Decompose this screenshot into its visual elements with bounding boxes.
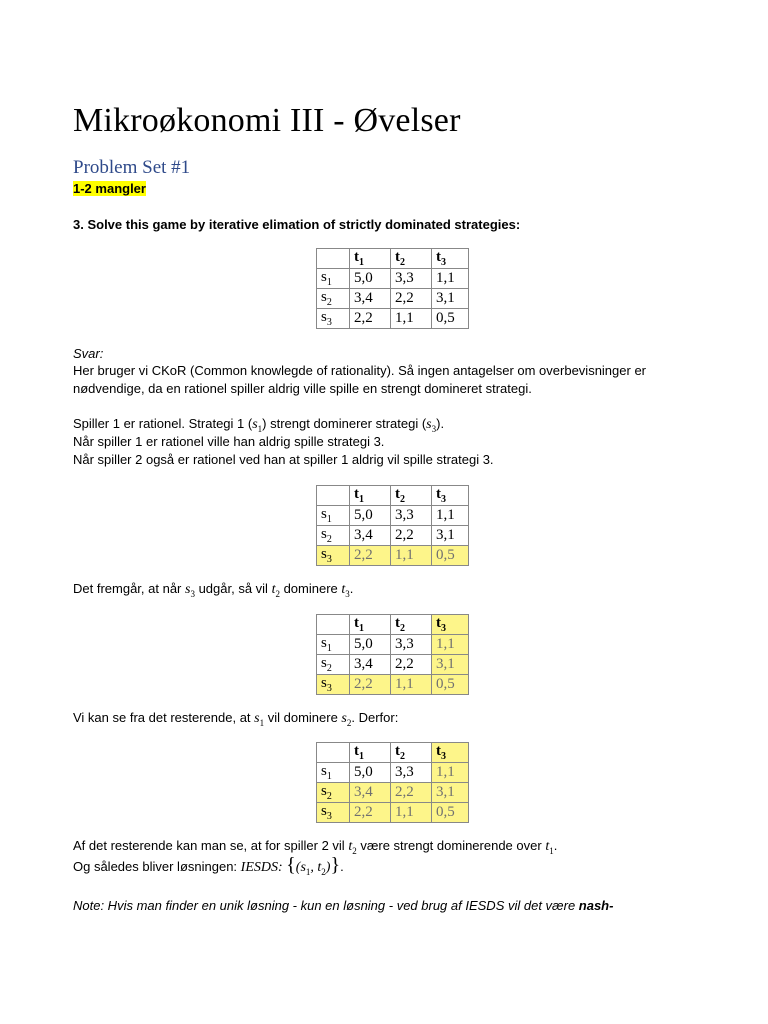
column-header-cell: $t_2$ (391, 486, 432, 506)
payoff-cell: 0,5 (432, 675, 469, 695)
column-header-cell: $t_1$ (350, 743, 391, 763)
table-row (317, 546, 469, 566)
payoff-cell: 2,2 (391, 783, 432, 803)
payoff-cell: 5,0 (350, 763, 391, 783)
payoff-cell: 2,2 (391, 655, 432, 675)
row-header-cell: $s_2$ (317, 526, 350, 546)
payoff-table-1 (316, 248, 469, 329)
row-header-cell: $s_1$ (317, 269, 350, 289)
payoff-cell: 0,5 (432, 546, 469, 566)
payoff-cell: 2,2 (350, 309, 391, 329)
missing-tag (73, 181, 146, 196)
table-header-row (317, 743, 469, 763)
table-row (317, 655, 469, 675)
table-row (317, 289, 469, 309)
note-text: Note: Hvis man finder en unik løsning - kun en løsning - ved brug af IESDS vil det være nash- (73, 898, 614, 913)
payoff-cell: 1,1 (391, 309, 432, 329)
column-header-cell: $t_3$ (432, 486, 469, 506)
payoff-cell: 1,1 (391, 675, 432, 695)
table-corner-cell (317, 486, 350, 506)
table-header-row (317, 486, 469, 506)
table-row (317, 675, 469, 695)
paragraph-2-line-3: Når spiller 2 også er rationel ved han at spiller 1 aldrig vil spille strategi 3. (73, 452, 494, 467)
payoff-cell: 2,2 (350, 675, 391, 695)
column-header-cell: $t_2$ (391, 615, 432, 635)
paragraph-4: Vi kan se fra det resterende, at $s_1$ vil dominere $s_2$. Derfor: (73, 710, 399, 728)
table-header-row (317, 249, 469, 269)
table-row (317, 635, 469, 655)
payoff-cell: 1,1 (432, 635, 469, 655)
table-row (317, 526, 469, 546)
column-header-cell: $t_3$ (432, 743, 469, 763)
payoff-cell: 3,3 (391, 506, 432, 526)
paragraph-5-line-1: Af det resterende kan man se, at for spiller 2 vil $t_2$ være strengt dominerende over $t_1$. (73, 838, 558, 856)
answer-label: Svar: (73, 346, 104, 361)
row-header-cell: $s_2$ (317, 289, 350, 309)
table-row (317, 269, 469, 289)
column-header-cell: $t_1$ (350, 486, 391, 506)
row-header-cell: $s_3$ (317, 546, 350, 566)
payoff-cell: 3,4 (350, 655, 391, 675)
missing-tag-text: 1-2 mangler (73, 181, 146, 196)
payoff-cell: 5,0 (350, 635, 391, 655)
table-row (317, 309, 469, 329)
payoff-cell: 3,4 (350, 783, 391, 803)
table-corner-cell (317, 615, 350, 635)
row-header-cell: $s_2$ (317, 655, 350, 675)
payoff-cell: 1,1 (391, 803, 432, 823)
table-row (317, 783, 469, 803)
payoff-cell: 3,1 (432, 655, 469, 675)
column-header-cell: $t_1$ (350, 615, 391, 635)
payoff-cell: 2,2 (391, 526, 432, 546)
payoff-cell: 2,2 (350, 803, 391, 823)
table-row (317, 763, 469, 783)
column-header-cell: $t_2$ (391, 249, 432, 269)
payoff-cell: 1,1 (432, 506, 469, 526)
payoff-cell: 5,0 (350, 269, 391, 289)
column-header-cell: $t_3$ (432, 615, 469, 635)
table-header-row (317, 615, 469, 635)
row-header-cell: $s_1$ (317, 506, 350, 526)
table-corner-cell (317, 249, 350, 269)
row-header-cell: $s_3$ (317, 309, 350, 329)
payoff-cell: 3,1 (432, 289, 469, 309)
payoff-table-4 (316, 742, 469, 823)
solution-formula: IESDS: {($s_1$, $t_2$)} (240, 854, 341, 877)
paragraph-2-line-2: Når spiller 1 er rationel ville han aldrig spille strategi 3. (73, 434, 385, 449)
payoff-cell: 2,2 (350, 546, 391, 566)
problem-set-heading: Problem Set #1 (73, 157, 191, 178)
payoff-cell: 3,4 (350, 526, 391, 546)
table-row (317, 803, 469, 823)
payoff-cell: 3,3 (391, 635, 432, 655)
payoff-cell: 3,4 (350, 289, 391, 309)
table-row (317, 506, 469, 526)
question-text: 3. Solve this game by iterative elimation of strictly dominated strategies: (73, 217, 521, 232)
row-header-cell: $s_3$ (317, 675, 350, 695)
payoff-cell: 0,5 (432, 309, 469, 329)
paragraph-1-line-2: nødvendige, da en rationel spiller aldrig ville spille en strengt domineret strategi. (73, 381, 532, 396)
paragraph-2-line-1: Spiller 1 er rationel. Strategi 1 $(s_1)$ strengt dominerer strategi $(s_3)$. (73, 416, 445, 434)
row-header-cell: $s_1$ (317, 763, 350, 783)
column-header-cell: $t_3$ (432, 249, 469, 269)
row-header-cell: $s_3$ (317, 803, 350, 823)
payoff-cell: 3,3 (391, 763, 432, 783)
paragraph-1-line-1: Her bruger vi CKoR (Common knowlegde of rationality). Så ingen antagelser om overbevisninger er (73, 363, 646, 378)
payoff-cell: 1,1 (391, 546, 432, 566)
row-header-cell: $s_2$ (317, 783, 350, 803)
payoff-cell: 0,5 (432, 803, 469, 823)
payoff-cell: 5,0 (350, 506, 391, 526)
payoff-table-3 (316, 614, 469, 695)
table-corner-cell (317, 743, 350, 763)
payoff-cell: 3,1 (432, 783, 469, 803)
page-title: Mikroøkonomi III - Øvelser (73, 102, 461, 139)
payoff-cell: 1,1 (432, 269, 469, 289)
column-header-cell: $t_2$ (391, 743, 432, 763)
payoff-cell: 1,1 (432, 763, 469, 783)
payoff-table-2 (316, 485, 469, 566)
paragraph-3: Det fremgår, at når $s_3$ udgår, så vil $t_2$ dominere $t_3$. (73, 581, 354, 599)
row-header-cell: $s_1$ (317, 635, 350, 655)
payoff-cell: 2,2 (391, 289, 432, 309)
payoff-cell: 3,1 (432, 526, 469, 546)
column-header-cell: $t_1$ (350, 249, 391, 269)
payoff-cell: 3,3 (391, 269, 432, 289)
paragraph-5-line-2: Og således bliver løsningen: IESDS: {($s_1$, $t_2$)}. (73, 854, 344, 877)
